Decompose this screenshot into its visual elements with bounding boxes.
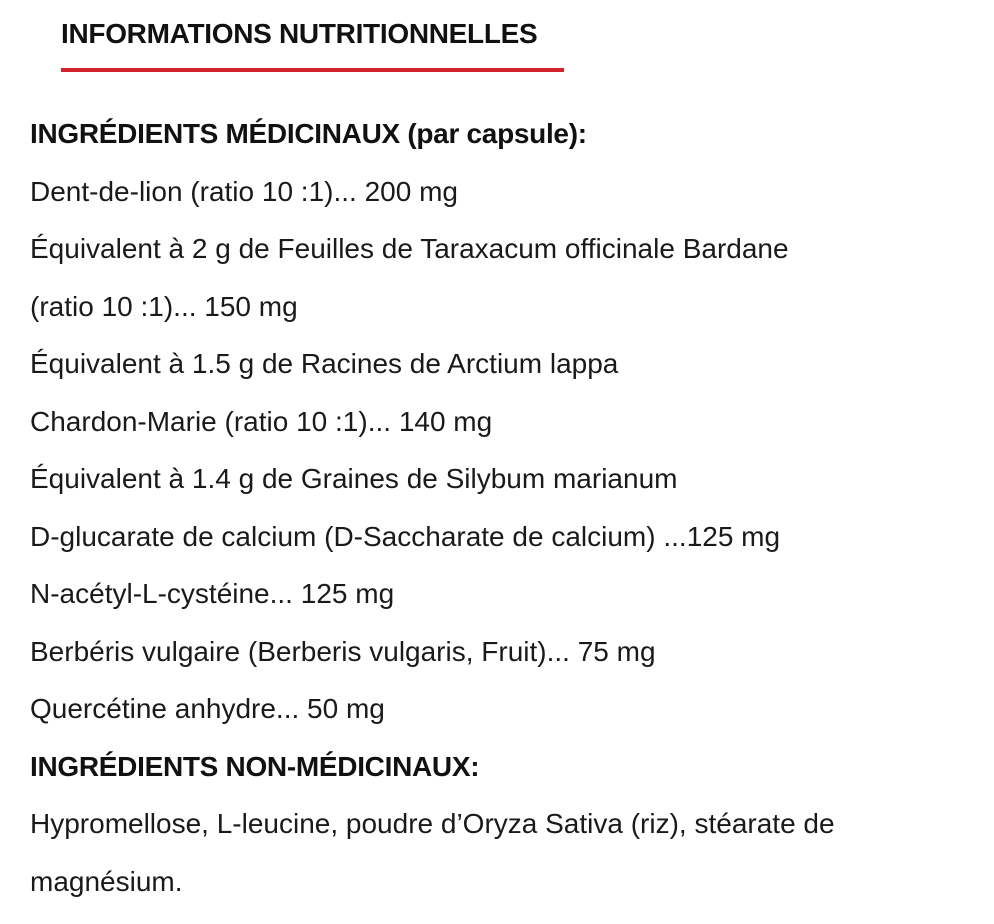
ingredient-line: Dent-de-lion (ratio 10 :1)... 200 mg xyxy=(30,175,458,207)
ingredient-line: N-acétyl-L-cystéine... 125 mg xyxy=(30,578,395,609)
non-medicinal-ingredients-heading: INGRÉDIENTS NON-MÉDICINAUX: xyxy=(30,750,480,782)
ingredient-line: Quercétine anhydre... 50 mg xyxy=(30,693,385,724)
ingredient-line: Berbéris vulgaire (Berberis vulgaris, Fruit)... 75 mg xyxy=(30,635,656,667)
medicinal-ingredients-heading: INGRÉDIENTS MÉDICINAUX (par capsule): xyxy=(30,118,587,149)
nutrition-info-content xyxy=(30,105,970,910)
ingredient-line: Équivalent à 1.5 g de Racines de Arctium lappa xyxy=(30,348,619,379)
tab-title: INFORMATIONS NUTRITIONNELLES xyxy=(61,18,538,49)
ingredient-line: Équivalent à 2 g de Feuilles de Taraxacum officinale Bardane xyxy=(30,233,789,264)
tab-active-underline xyxy=(61,68,564,72)
nutrition-info-tab[interactable] xyxy=(61,14,564,54)
ingredient-line: D-glucarate de calcium (D-Saccharate de calcium) ...125 mg xyxy=(30,520,781,552)
ingredient-line: (ratio 10 :1)... 150 mg xyxy=(30,290,298,322)
ingredient-line: Chardon-Marie (ratio 10 :1)... 140 mg xyxy=(30,405,493,437)
ingredient-line: Équivalent à 1.4 g de Graines de Silybum marianum xyxy=(30,463,678,494)
non-medicinal-ingredients-text: Hypromellose, L-leucine, poudre d’Oryza Sativa (riz), stéarate de magnésium. xyxy=(30,808,835,897)
